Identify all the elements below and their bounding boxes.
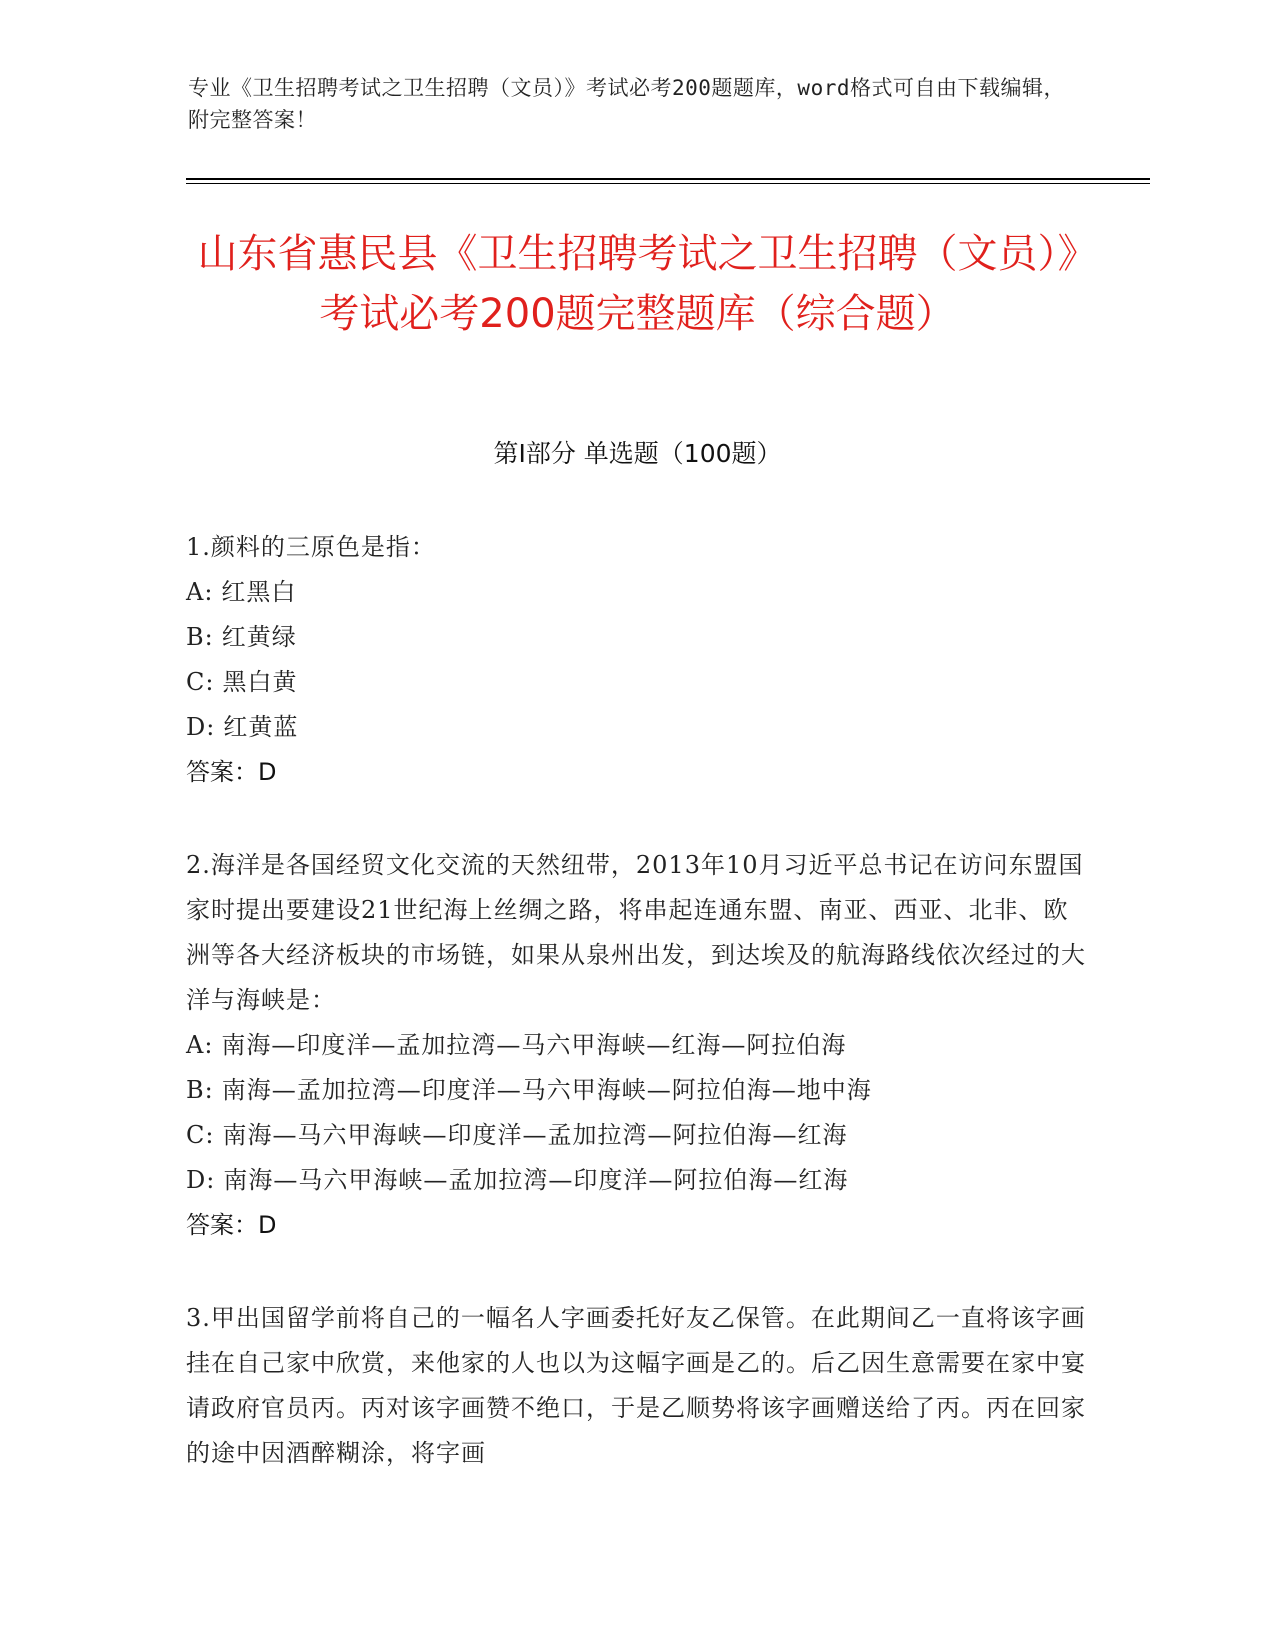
question-3 xyxy=(186,1296,1091,1476)
option-letter: D: xyxy=(186,713,216,741)
option-a xyxy=(186,1023,1091,1068)
option-text: 红黑白 xyxy=(221,578,297,606)
option-letter: D: xyxy=(186,1166,216,1194)
option-text: 南海—马六甲海峡—印度洋—孟加拉湾—阿拉伯海—红海 xyxy=(222,1121,848,1149)
question-stem: 1.颜料的三原色是指： xyxy=(186,533,436,561)
question-2 xyxy=(186,843,1091,1248)
header-rule-thin xyxy=(186,183,1150,184)
option-a xyxy=(186,570,1091,615)
option-letter: A: xyxy=(186,578,214,606)
question-stem: 3.甲出国留学前将自己的一幅名人字画委托好友乙保管。在此期间乙一直将该字画挂在自己家中欣赏，来他家的人也以为这幅字画是乙的。后乙因生意需要在家中宴请政府官员丙。丙对该字画赞不绝口，于是乙顺势将该字画赠送给了丙。丙在回家的途中因酒醉糊涂，将字画 xyxy=(186,1304,1086,1467)
option-text: 红黄绿 xyxy=(221,623,297,651)
option-d xyxy=(186,1158,1091,1203)
document-title: 山东省惠民县《卫生招聘考试之卫生招聘（文员）》考试必考200题完整题库（综合题） xyxy=(197,231,1078,337)
question-1 xyxy=(186,525,1091,795)
option-letter: C: xyxy=(186,1121,215,1149)
option-text: 红黄蓝 xyxy=(223,713,299,741)
option-c xyxy=(186,1113,1091,1158)
option-letter: A: xyxy=(186,1031,214,1059)
option-b xyxy=(186,1068,1091,1113)
option-c xyxy=(186,660,1091,705)
option-text: 南海—马六甲海峡—孟加拉湾—印度洋—阿拉伯海—红海 xyxy=(223,1166,849,1194)
option-letter: B: xyxy=(186,1076,214,1104)
option-d xyxy=(186,705,1091,750)
option-text: 南海—印度洋—孟加拉湾—马六甲海峡—红海—阿拉伯海 xyxy=(221,1031,847,1059)
section-title: 第Ⅰ部分 单选题（100题） xyxy=(493,439,782,468)
header-rule-thick xyxy=(186,178,1150,180)
option-text: 南海—孟加拉湾—印度洋—马六甲海峡—阿拉伯海—地中海 xyxy=(221,1076,872,1104)
option-letter: B: xyxy=(186,623,214,651)
option-letter: C: xyxy=(186,668,215,696)
question-stem: 2.海洋是各国经贸文化交流的天然纽带，2013年10月习近平总书记在访问东盟国家时提出要建设21世纪海上丝绸之路，将串起连通东盟、南亚、西亚、北非、欧洲等各大经济板块的市场链，如果从泉州出发，到达埃及的航海路线依次经过的大洋与海峡是： xyxy=(186,851,1086,1014)
answer-line: 答案：D xyxy=(186,1211,277,1239)
answer-line: 答案：D xyxy=(186,758,277,786)
question-list xyxy=(186,525,1091,1524)
option-b xyxy=(186,615,1091,660)
option-text: 黑白黄 xyxy=(222,668,298,696)
header-note: 专业《卫生招聘考试之卫生招聘（文员）》考试必考200题题库，word格式可自由下载编辑，附完整答案！ xyxy=(188,76,1065,132)
